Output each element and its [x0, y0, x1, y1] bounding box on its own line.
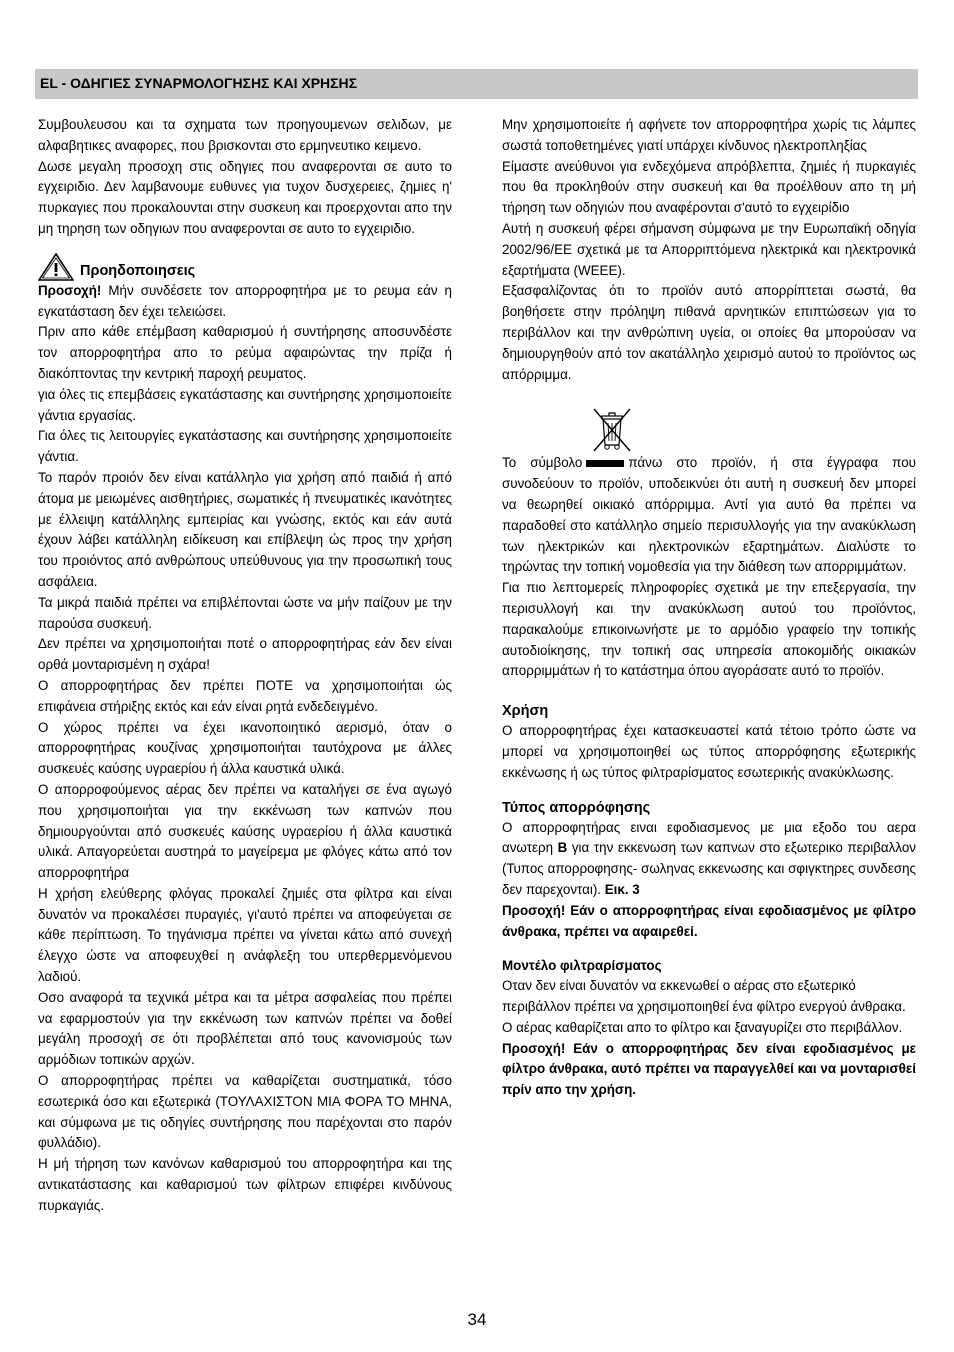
filter-warning: Προσοχή! Εάν ο απορροφητήρας δεν είναι εφοδιασμένος με φίλτρο άνθρακα, αυτό πρέπει να παραγγελθεί και να μονταρισθεί πρίν απο την χρήση. [502, 1040, 916, 1098]
weee-symbol-area [502, 385, 916, 453]
intro-paragraph-1: Συμβουλευσου και τα σχηματα των προηγουμενων σελιδων, με αλφαβητικες αναφορες, που βρισκονται στο ερμηνευτικο κειμενο. [38, 117, 452, 153]
right-paragraph-5 [502, 453, 916, 578]
warning-paragraph-4: Για όλες τις λειτουργίες εγκατάστασης και συντήρησης χρησιμοποιείτε γάντια. [38, 428, 452, 465]
filter-model-title: Μοντέλο φιλτραρίσματος [502, 958, 662, 974]
warning-paragraph-3: για όλες τις επεμβάσεις εγκατάστασης και συντήρησης χρησιμοποιείτε γάντια εργασίας. [38, 386, 452, 423]
warning-paragraph-14: Η μή τήρηση των κανόνων καθαρισμού του απορροφητήρα και της αντικατάστασης και καθαρισμού των φίλτρων επιφέρει κινδύνους πυρκαγιάς. [38, 1156, 452, 1213]
header-bar [35, 69, 918, 99]
right-paragraph-2: Είμαστε ανεύθυνοι για ενδεχόμενα απρόβλεπτα, ζημιές ή πυρκαγιές που θα προκληθούν στην συσκευή και θα προέλθουν απο τη μή τήρηση των οδηγιών που αναφέρονται σ'αυτό το εγχειρίδιο [502, 158, 916, 216]
right-paragraph-3: Αυτή η συσκευή φέρει σήμανση σύμφωνα με την Ευρωπαϊκή οδηγία 2002/96/ΕΕ σχετικά με τα Απορριπτόμενα ηλεκτρικά και ηλεκτρονικά εξαρτήματα (WEEE). [502, 220, 916, 278]
right-column [502, 115, 916, 1101]
right-paragraph-1: Μην χρησιμοποιείτε ή αφήνετε τον απορροφητήρα χωρίς τις λάμπες σωστά τοποθετημένες γιατί υπάρχει κίνδυνος ηλεκτροπληξίας [502, 117, 916, 153]
warning-paragraph-7: Δεν πρέπει να χρησιμοποιήται ποτέ ο απορροφητήρας εάν δεν είναι ορθά μονταρισμένη η σχάρα! [38, 636, 452, 673]
use-title: Χρήση [502, 703, 549, 720]
outlet-b-label: Β [557, 840, 568, 856]
filter-paragraph-1: Οταν δεν είναι δυνατόν να εκκενωθεί ο αέρας στο εξωτερικό περιβάλλον πρέπει να χρησιμοποιηθεί ένα φίλτρο ενεργού άνθρακα. [502, 978, 906, 1015]
symbol-text-rest: πάνω στο προϊόν, ή στα έγγραφα που συνοδεύουν το προϊόν, υποδεικνύει ότι αυτή η συσκευή δεν μπορεί να θεωρηθεί οικιακό απόρριμμα. Αντί για αυτό θα πρέπει να παραδοθεί στο κατάλληλο σημείο περισυλλογής για την ανακύκλωση των ηλεκτρικών και ηλεκτρονικών εξαρτημάτων. Διαλύστε το τηρώντας την τοπική νομοθεσία για την διάθεση των απορριμμάτων. [502, 455, 917, 575]
crossed-bin-icon [590, 407, 634, 453]
warning-triangle-icon [38, 253, 74, 281]
suction-paragraph [502, 818, 916, 901]
page-number: 34 [467, 1310, 487, 1329]
warning-paragraph-6: Τα μικρά παιδιά πρέπει να επιβλέπονται ώστε να μήν παίζουν με την παρούσα συσκευή. [38, 594, 452, 631]
right-paragraph-6: Για πιο λεπτομερείς πληροφορίες σχετικά με την επεξεργασία, την περισυλλογή και την ανακύκλωση αυτού του προϊόντος, παρακαλούμε επικοινωνήστε με το αρμόδιο γραφείο την τοπικής αυτοδιοίκησης, την τοπική σας υπηρεσία αποκομιδής οικιακών απορριμμάτων ή το κατάστημα όπου αγοράσατε αυτό το προϊόν. [502, 580, 916, 679]
warning-paragraph-8: Ο απορροφητήρας δεν πρέπει ΠΟΤΕ να χρησιμοποιήται ώς επιφάνεια στήριξης εκτός και εάν είναι ρητά ενδεδειγμένο. [38, 677, 452, 714]
warning-paragraph-10: Ο απορροφούμενος αέρας δεν πρέπει να καταλήγει σε ένα αγωγό που χρησιμοποιήται για την εκκένωση των καπνών που δημιουργούνται από συσκευές καύσης υγραερίου ή άλλα καυστικά υλικά. Απαγορεύεται αυστηρά το μαγείρεμα με φλόγες κάτω από τον απορροφητήρα [38, 781, 452, 881]
right-paragraph-4: Εξασφαλίζοντας ότι το προϊόν αυτό απορρίπτεται σωστά, θα βοηθήσετε στην πρόληψη πιθανά αρνητικών επιπτώσεων για το περιβάλλον και την ανθρώπινη υγεία, οι οποίες θα μπορούσαν να δημιουργηθούν από τον ακατάλληλο χειρισμό αυτού το προϊόντος ως απόρριμμα. [502, 283, 916, 382]
warning-paragraph-5: Το παρόν προιόν δεν είναι κατάλληλο για χρήση από παιδιά ή από άτομα με μειωμένες αισθητήριες, σωματικές ή πνευματικές ικανότητες με έλλειψη κατάλληλης εμπειρίας και γνώσης, εκτός και εάν αυτά έχουν λάβει κατάλληλη ειδίκευση και επίβλεψη ώς προς την χρήση του προιόντος από ανθρώπους υπεύθυνους για την προσωπική τους ασφάλεια. [38, 469, 452, 589]
warnings-heading [38, 253, 452, 281]
black-bar-symbol [586, 460, 624, 467]
filter-paragraph-2: Ο αέρας καθαρίζεται απο το φίλτρο και ξαναγυρίζει στο περιβάλλον. [502, 1019, 903, 1035]
suction-title: Τύπος απορρόφησης [502, 799, 651, 816]
symbol-text-start: Το σύμβολο [502, 455, 583, 471]
warning-paragraph-12: Οσο αναφορά τα τεχνικά μέτρα και τα μέτρα ασφαλείας που πρέπει να εφαρμοστούν για την εκκένωση των καπνών πρέπει να δοθεί μεγάλη προσοχή σε ότι προβλέπεται από τους κανονισμούς των αρμόδιων τοπικών αρχών. [38, 989, 452, 1068]
warning-paragraph-13: Ο απορροφητήρας πρέπει να καθαρίζεται συστηματικά, τόσο εσωτερικά όσο και εξωτερικά (ΤΟΥΛΑΧΙΣΤΟΝ ΜΙΑ ΦΟΡΑ ΤΟ ΜΗΝΑ, και σύμφωνα με τις οδηγίες συντήρησης που παρέχονται στο παρόν φυλλάδιο). [38, 1073, 452, 1151]
warnings-title: Προηδοποιησεις [80, 262, 196, 279]
warning-paragraph-11: Η χρήση ελεύθερης φλόγας προκαλεί ζημιές στα φίλτρα και είναι δυνατόν να προκαλέσει πυραγιές, γι'αυτό πρέπει να αποφεύγεται σε κάθε περίπτωση. Το τηγάνισμα πρέπει να γίνεται κάτω από συνεχή έλεγχο ώστε να αποφευχθεί η ανάφλεξη του υπερθερμενόμενου λαδιού. [38, 885, 452, 985]
suction-text-a: Ο απορροφητήρας ειναι εφοδιασμενος με μια εξοδο του αερα ανωτερη [502, 819, 916, 856]
use-paragraph: Ο απορροφητήρας έχει κατασκευαστεί κατά τέτοιο τρόπο ώστε να μπορεί να χρησιμοποιηθεί ως τύπος απορρόφησης εξωτερικής εκκένωσης ή ως τύπος φιλτραρίσματος εσωτερικής ανακύκλωσης. [502, 723, 916, 780]
page-header-title: EL - ΟΔΗΓΙΕΣ ΣΥΝΑΡΜΟΛΟΓΗΣΗΣ ΚΑΙ ΧΡΗΣΗΣ [40, 75, 358, 91]
intro-paragraph-2: Δωσε μεγαλη προσοχη στις οδηγιες που αναφερονται σε αυτο το εγχειριδιο. Δεν λαμβανουμε ευθυνες για τυχον δυσχερειες, ζημιες η' πυρκαγιες που προκαλουνται στην συσκευη και προερχονται απο την μη τηρηση των οδηγιων που αναφερονται σε αυτο το εγχειριδιο. [38, 158, 452, 236]
warning-text-1: Μήν συνδέσετε τον απορροφητήρα με το ρευμα εάν η εγκατάσταση δεν έχει τελειώσει. [38, 282, 452, 319]
suction-text-c: για την εκκενωση των καπνων στο εξωτερικο περιβαλλον (Τυπος απορροφησης- σωληνας εκκενωσης και σφιγκτηρες συνδεσης δεν παρεχονται). [502, 840, 916, 897]
left-column [38, 115, 452, 1217]
warning-paragraph-9: Ο χώρος πρέπει να έχει ικανοποιητικό αερισμό, όταν ο απορροφητήρας κουζίνας χρησιμοποιήται ταυτόχρονα με άλλες συσκευές καύσης υγραερίου ή άλλα καυστικά υλικά. [38, 719, 452, 777]
figure-reference: Εικ. 3 [604, 881, 640, 897]
suction-warning: Προσοχή! Εάν ο απορροφητήρας είναι εφοδιασμένος με φίλτρο άνθρακα, πρέπει να αφαιρεθεί. [502, 902, 916, 939]
attention-label: Προσοχή! [38, 282, 102, 298]
warning-paragraph-2: Πριν απο κάθε επέμβαση καθαρισμού ή συντήρησης αποσυνδέστε τον απορροφητήρα απο το ρεύμα αφαιρώντας την πρίζα ή διακόπτοντας την κεντρική παροχή ρευματος. [38, 324, 452, 381]
warning-paragraph-1 [38, 281, 452, 323]
